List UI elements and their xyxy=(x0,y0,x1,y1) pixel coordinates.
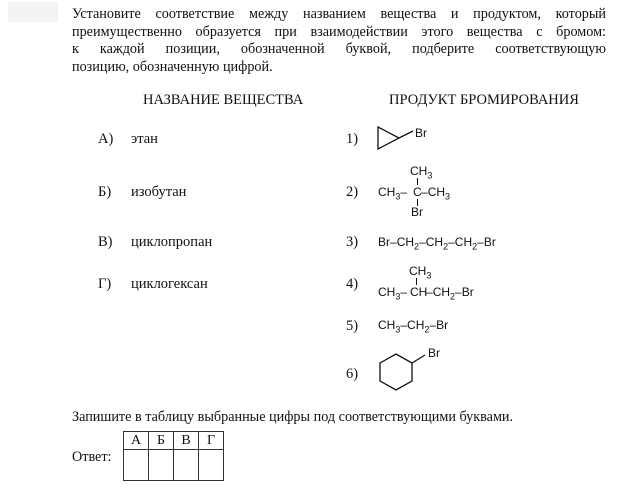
substance-name: изобутан xyxy=(131,184,187,200)
cyclohexane-ring xyxy=(380,354,412,390)
c-br-bond xyxy=(399,131,413,138)
substance-letter: А) xyxy=(98,131,114,147)
substance-letter: Г) xyxy=(98,276,112,292)
answer-header-g: Г xyxy=(199,432,224,450)
product-number: 2) xyxy=(346,184,359,200)
question-line: к каждой позиции, обозначенной буквой, подберите соответствующую xyxy=(72,41,606,57)
left-column-header: НАЗВАНИЕ ВЕЩЕСТВА xyxy=(143,92,304,108)
question-line: позицию, обозначенную цифрой. xyxy=(72,58,273,75)
product-6-br: Br xyxy=(428,346,441,360)
answer-header-v: В xyxy=(174,432,199,450)
product-2-main-right: $-CH_3$ xyxy=(421,185,451,202)
answer-cell-v[interactable] xyxy=(174,450,199,481)
answer-cell-a[interactable] xyxy=(124,450,149,481)
answer-label: Ответ: xyxy=(72,449,112,465)
answer-cell-b[interactable] xyxy=(149,450,174,481)
substance-letter: Б) xyxy=(98,184,112,200)
right-column-header: ПРОДУКТ БРОМИРОВАНИЯ xyxy=(389,92,579,108)
answer-table xyxy=(123,431,224,481)
answer-cell-g[interactable] xyxy=(199,450,224,481)
product-2-center: C xyxy=(413,185,422,199)
product-5-formula: $CH_3-CH_2-Br$ xyxy=(378,318,449,335)
product-number: 6) xyxy=(346,366,359,382)
product-number: 1) xyxy=(346,131,359,147)
product-2-main-left: $CH_3-$ xyxy=(378,185,408,202)
substance-letter: В) xyxy=(98,234,113,250)
product-number: 3) xyxy=(346,234,359,250)
c-br-bond xyxy=(412,355,425,363)
product-number: 5) xyxy=(346,318,359,334)
cyclopropane-ring xyxy=(378,127,399,149)
question-line: преимущественно образуется при взаимодействии этого вещества с бромом: xyxy=(72,23,606,40)
product-number: 4) xyxy=(346,276,359,292)
instruction-text: Запишите в таблицу выбранные цифры под соответствующими буквами. xyxy=(72,409,514,425)
product-3-formula: $Br-CH_2-CH_2-CH_2-Br$ xyxy=(378,235,496,252)
product-2-top: $CH_3$ xyxy=(410,164,433,181)
product-4-main-left: $CH_3-$ xyxy=(378,285,408,302)
product-1-br: Br xyxy=(415,126,428,140)
question-number-box xyxy=(8,2,58,22)
product-4-top: $CH_3$ xyxy=(409,264,432,281)
answer-header-b: Б xyxy=(149,432,174,450)
substance-name: циклопропан xyxy=(131,234,213,250)
bond-vertical xyxy=(417,178,418,185)
product-2-bottom: Br xyxy=(411,205,424,219)
bond-vertical xyxy=(416,278,417,285)
answer-header-a: А xyxy=(124,432,149,450)
question-text xyxy=(72,6,606,76)
product-4-main-right: $-CH_2-Br$ xyxy=(426,285,474,302)
substance-name: этан xyxy=(131,131,158,147)
substance-name: циклогексан xyxy=(131,276,208,292)
product-4-center: CH xyxy=(410,285,428,299)
question-line: Установите соответствие между названием вещества и продуктом, который xyxy=(72,6,606,22)
